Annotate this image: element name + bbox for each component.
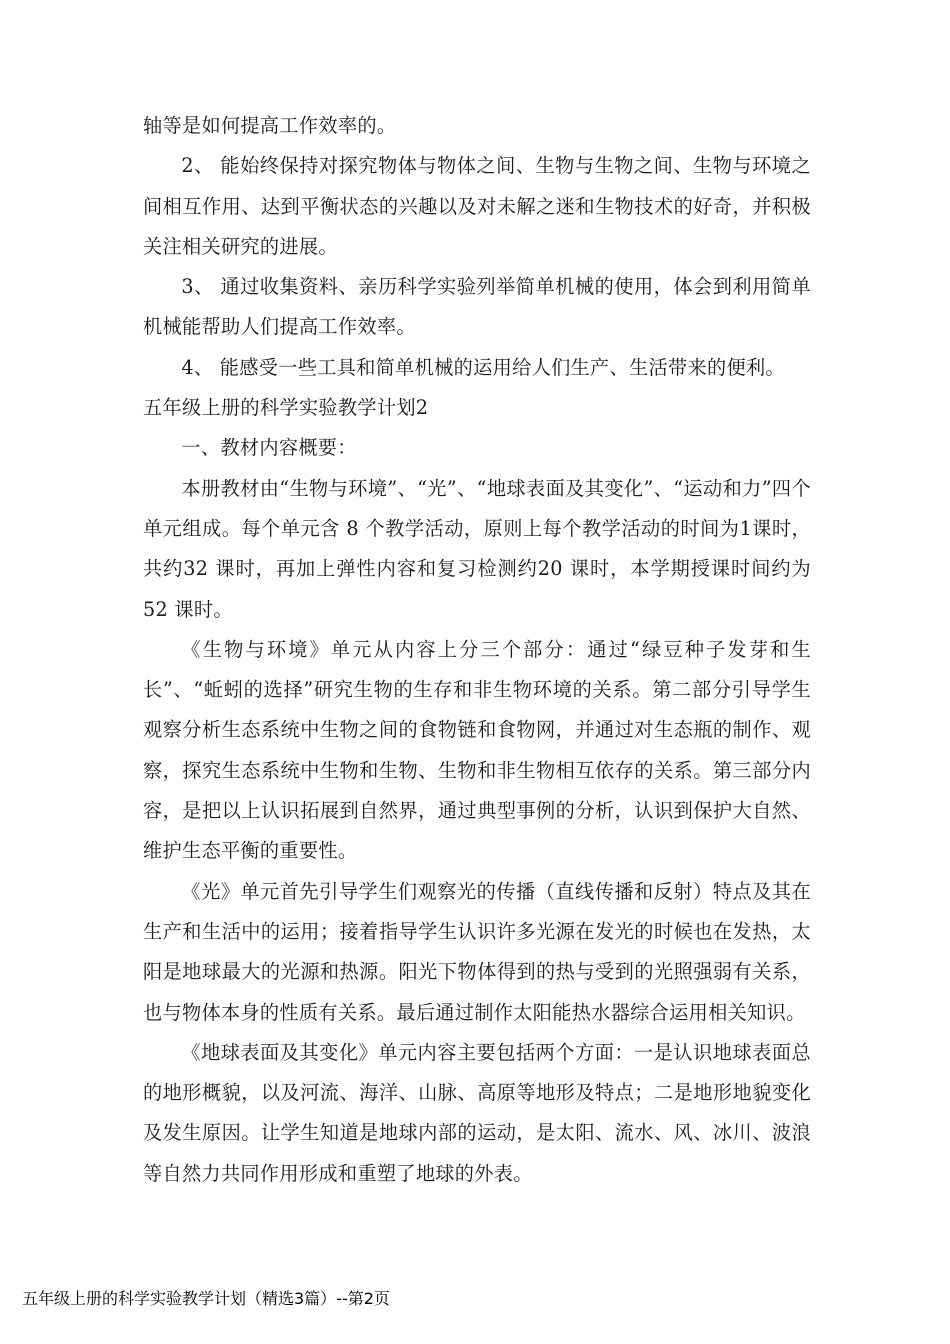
paragraph: 4、 能感受一些工具和简单机械的运用给人们生产、生活带来的便利。 xyxy=(181,355,785,379)
subsection-heading: 一、教材内容概要： xyxy=(181,436,357,460)
paragraph: 本册教材由“生物与环境”、“光”、“地球表面及其变化”、“运动和力”四个单元组成。每个单元含 8 个教学活动，原则上每个教学活动的时间为1课时，共约32 课时，再加上弹性内容和复习检测约20 课时，本学期授课时间约为52 课时。 xyxy=(143,476,811,621)
section-heading: 五年级上册的科学实验教学计划2 xyxy=(143,396,429,420)
paragraph: 2、 能始终保持对探究物体与物体之间、生物与生物之间、生物与环境之间相互作用、达到平衡状态的兴趣以及对未解之迷和生物技术的好奇，并积极关注相关研究的进展。 xyxy=(143,154,811,258)
paragraph: 轴等是如何提高工作效率的。 xyxy=(143,114,397,137)
paragraph: 3、 通过收集资料、亲历科学实验列举简单机械的使用，体会到利用简单机械能帮助人们提高工作效率。 xyxy=(143,275,811,339)
paragraph: 《光》单元首先引导学生们观察光的传播（直线传播和反射）特点及其在生产和生活中的运用；接着指导学生认识许多光源在发光的时候也在发热，太阳是地球最大的光源和热源。阳光下物体得到的热与受到的光照强弱有关系，也与物体本身的性质有关系。最后通过制作太阳能热水器综合运用相关知识。 xyxy=(143,879,811,1024)
document-body xyxy=(143,106,811,1194)
paragraph: 《生物与环境》单元从内容上分三个部分：通过“绿豆种子发芽和生长”、“蚯蚓的选择”研究生物的生存和非生物环境的关系。第二部分引导学生观察分析生态系统中生物之间的食物链和食物网，并通过对生态瓶的制作、观察，探究生态系统中生物和生物、生物和非生物相互依存的关系。第三部分内容，是把以上认识拓展到自然界，通过典型事例的分析，认识到保护大自然、维护生态平衡的重要性。 xyxy=(143,637,811,863)
page-footer: 五年级上册的科学实验教学计划（精选3篇）--第2页 xyxy=(22,1289,390,1308)
paragraph: 《地球表面及其变化》单元内容主要包括两个方面：一是认识地球表面总的地形概貌，以及河流、海洋、山脉、高原等地形及特点；二是地形地貌变化及发生原因。让学生知道是地球内部的运动，是太阳、流水、风、冰川、波浪等自然力共同作用形成和重塑了地球的外表。 xyxy=(143,1040,811,1185)
